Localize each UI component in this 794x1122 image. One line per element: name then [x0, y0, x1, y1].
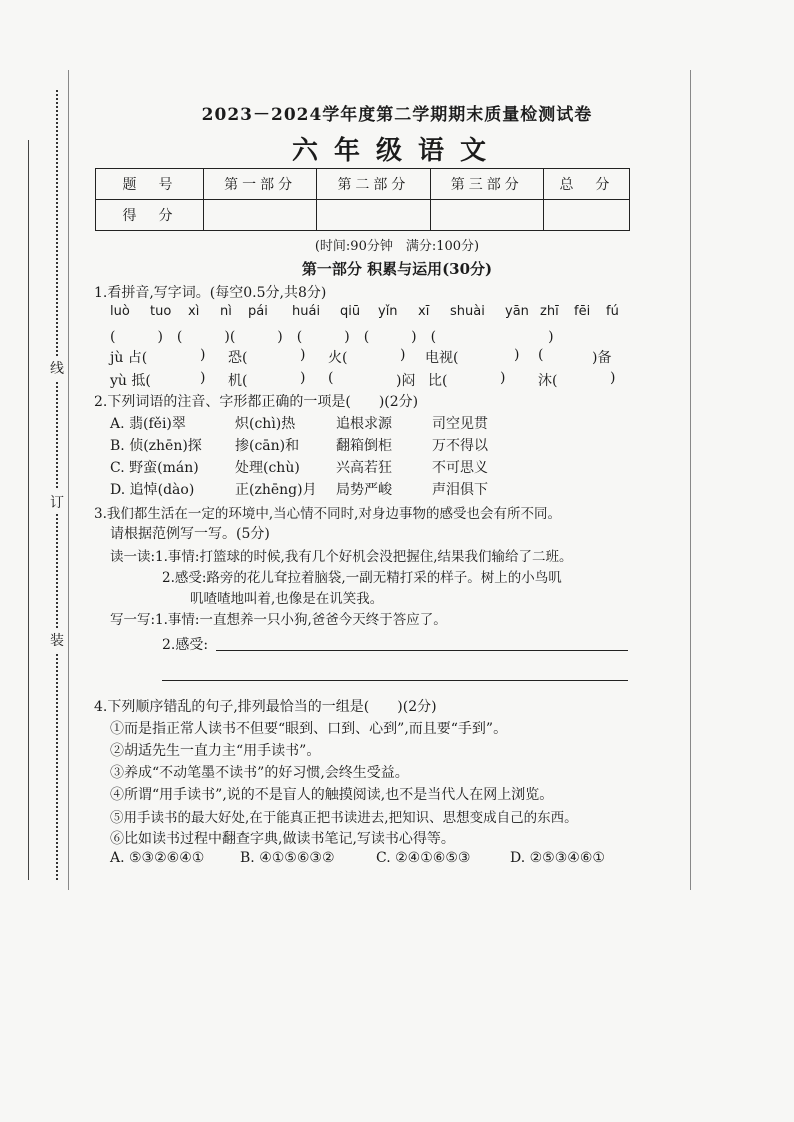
q3-answer-line[interactable] [162, 680, 628, 681]
q2-option: 正(zhēng)月 [235, 482, 317, 498]
exam-info: (时间:90分钟 满分:100分) [314, 239, 480, 254]
q1-item: )备 [592, 350, 612, 366]
q4-choice: B. ④①⑤⑥③② [240, 850, 335, 866]
q1-item[interactable]: ) [400, 347, 406, 363]
q1-item[interactable]: ( [328, 370, 334, 386]
q4-sentence: ⑤用手读书的最大好处,在于能真正把书读进去,把知识、思想变成自己的东西。 [110, 810, 578, 826]
binding-label-zhuang: 装 [50, 628, 64, 652]
q1-item: jù 占( [110, 350, 148, 366]
q2-option: 万不得以 [432, 438, 488, 454]
q4-sentence: ③养成“不动笔墨不读书”的好习惯,会终生受益。 [110, 765, 409, 781]
score-table-cell: 第一部分 [204, 169, 317, 200]
q2-option: C. 野蛮(mán) [110, 460, 199, 476]
q3-read-1: 读一读:1.事情:打篮球的时候,我有几个好机会没把握住,结果我们输给了二班。 [110, 549, 573, 565]
score-entry-cell[interactable] [204, 200, 317, 231]
q2-option: 翻箱倒柜 [336, 438, 392, 454]
pinyin: fēi [574, 304, 591, 319]
q2-option: 追根求源 [336, 416, 392, 432]
q1-item: 电视( [425, 350, 459, 366]
q1-item[interactable]: ) [610, 370, 616, 386]
q3-write-2-label: 2.感受: [162, 637, 209, 653]
q4-sentence: ①而是指正常人读书不但要“眼到、口到、心到”,而且要“手到”。 [110, 721, 508, 737]
q2-option: 声泪俱下 [432, 482, 488, 498]
exam-title: 2023－2024学年度第二学期期末质量检测试卷 [201, 105, 593, 125]
q1-item[interactable]: ) [200, 347, 206, 363]
q1-item[interactable]: ) [300, 347, 306, 363]
pinyin: xī [418, 304, 430, 319]
q1-item: 火( [328, 350, 348, 366]
q2-option: 兴高若狂 [336, 460, 392, 476]
q4-sentence: ②胡适先生一直力主“用手读书”。 [110, 743, 321, 759]
q1-answer-boxes[interactable]: ( ) ( )( ) ( ) ( ) ( ) [110, 329, 554, 345]
exam-subtitle: 六年级语文 [291, 136, 502, 166]
pinyin: pái [248, 304, 268, 319]
q2-option: A. 翡(fěi)翠 [110, 416, 186, 432]
pinyin: nì [220, 304, 232, 319]
pinyin: zhī [540, 304, 559, 319]
score-table-score-row [96, 200, 630, 231]
q2-option: 局势严峻 [336, 482, 392, 498]
pinyin: luò [110, 304, 130, 319]
pinyin: shuài [450, 304, 485, 319]
q1-item: 沐( [538, 373, 558, 389]
pinyin: yān [505, 304, 529, 319]
binding-label-xian: 线 [50, 356, 64, 380]
score-entry-cell[interactable] [430, 200, 543, 231]
score-entry-cell[interactable] [543, 200, 629, 231]
q4-stem: 4.下列顺序错乱的句子,排列最恰当的一组是( )(2分) [94, 699, 437, 715]
q3-read-2: 2.感受:路旁的花儿耷拉着脑袋,一副无精打采的样子。树上的小鸟叽 [162, 570, 562, 586]
score-entry-cell[interactable] [317, 200, 430, 231]
q1-item: 机( [228, 373, 248, 389]
binding-label-ding: 订 [50, 490, 64, 514]
q1-item: 恐( [228, 350, 248, 366]
score-table [95, 168, 630, 231]
pinyin: fú [606, 304, 619, 319]
score-table-cell: 第三部分 [430, 169, 543, 200]
q4-sentence: ④所谓“用手读书”,说的不是盲人的触摸阅读,也不是当代人在网上浏览。 [110, 787, 554, 803]
q3-answer-line[interactable] [216, 650, 628, 651]
q4-choice: C. ②④①⑥⑤③ [376, 850, 471, 866]
right-margin-line [690, 70, 691, 890]
q2-option: 掺(cān)和 [235, 438, 300, 454]
q2-stem: 2.下列词语的注音、字形都正确的一项是( )(2分) [94, 394, 419, 410]
score-table-cell: 第二部分 [317, 169, 430, 200]
left-margin-line [68, 70, 69, 890]
q4-sentence: ⑥比如读书过程中翻查字典,做读书笔记,写读书心得等。 [110, 831, 455, 847]
pinyin: yǐn [378, 304, 398, 319]
q2-option: D. 追悼(dào) [110, 482, 195, 498]
q2-option: 炽(chì)热 [235, 416, 296, 432]
pinyin: huái [292, 304, 321, 319]
binding-dotted-line [56, 90, 58, 880]
q1-item[interactable]: ) [514, 347, 520, 363]
q2-option: 不可思义 [432, 460, 488, 476]
score-table-cell: 得 分 [96, 200, 204, 231]
q1-item: )闷 [396, 373, 416, 389]
section1-title: 第一部分 积累与运用(30分) [301, 260, 493, 278]
q1-item[interactable]: ) [300, 370, 306, 386]
pinyin: xì [188, 304, 200, 319]
score-table-cell: 题 号 [96, 169, 204, 200]
q3-write-1: 写一写:1.事情:一直想养一只小狗,爸爸今天终于答应了。 [110, 612, 447, 628]
q1-stem: 1.看拼音,写字词。(每空0.5分,共8分) [94, 285, 327, 301]
q1-item[interactable]: ( [538, 347, 544, 363]
q1-item: yù 抵( [110, 373, 151, 389]
q1-item[interactable]: ) [200, 370, 206, 386]
q2-option: B. 侦(zhēn)探 [110, 438, 202, 454]
q4-choice: A. ⑤③②⑥④① [110, 850, 205, 866]
pinyin: tuo [150, 304, 172, 319]
score-table-header-row [96, 169, 630, 200]
q3-stem-cont: 请根据范例写一写。(5分) [110, 526, 270, 542]
q2-option: 司空见贯 [432, 416, 488, 432]
pinyin: qiū [340, 304, 361, 319]
q3-read-2-cont: 叽喳喳地叫着,也像是在讥笑我。 [190, 591, 384, 607]
score-table-cell: 总 分 [543, 169, 629, 200]
q4-choice: D. ②⑤③④⑥① [510, 850, 605, 866]
q1-item[interactable]: ) [500, 370, 506, 386]
q1-item: 比( [428, 373, 448, 389]
q2-option: 处理(chù) [235, 460, 300, 476]
q3-stem: 3.我们都生活在一定的环境中,当心情不同时,对身边事物的感受也会有所不同。 [94, 506, 561, 522]
